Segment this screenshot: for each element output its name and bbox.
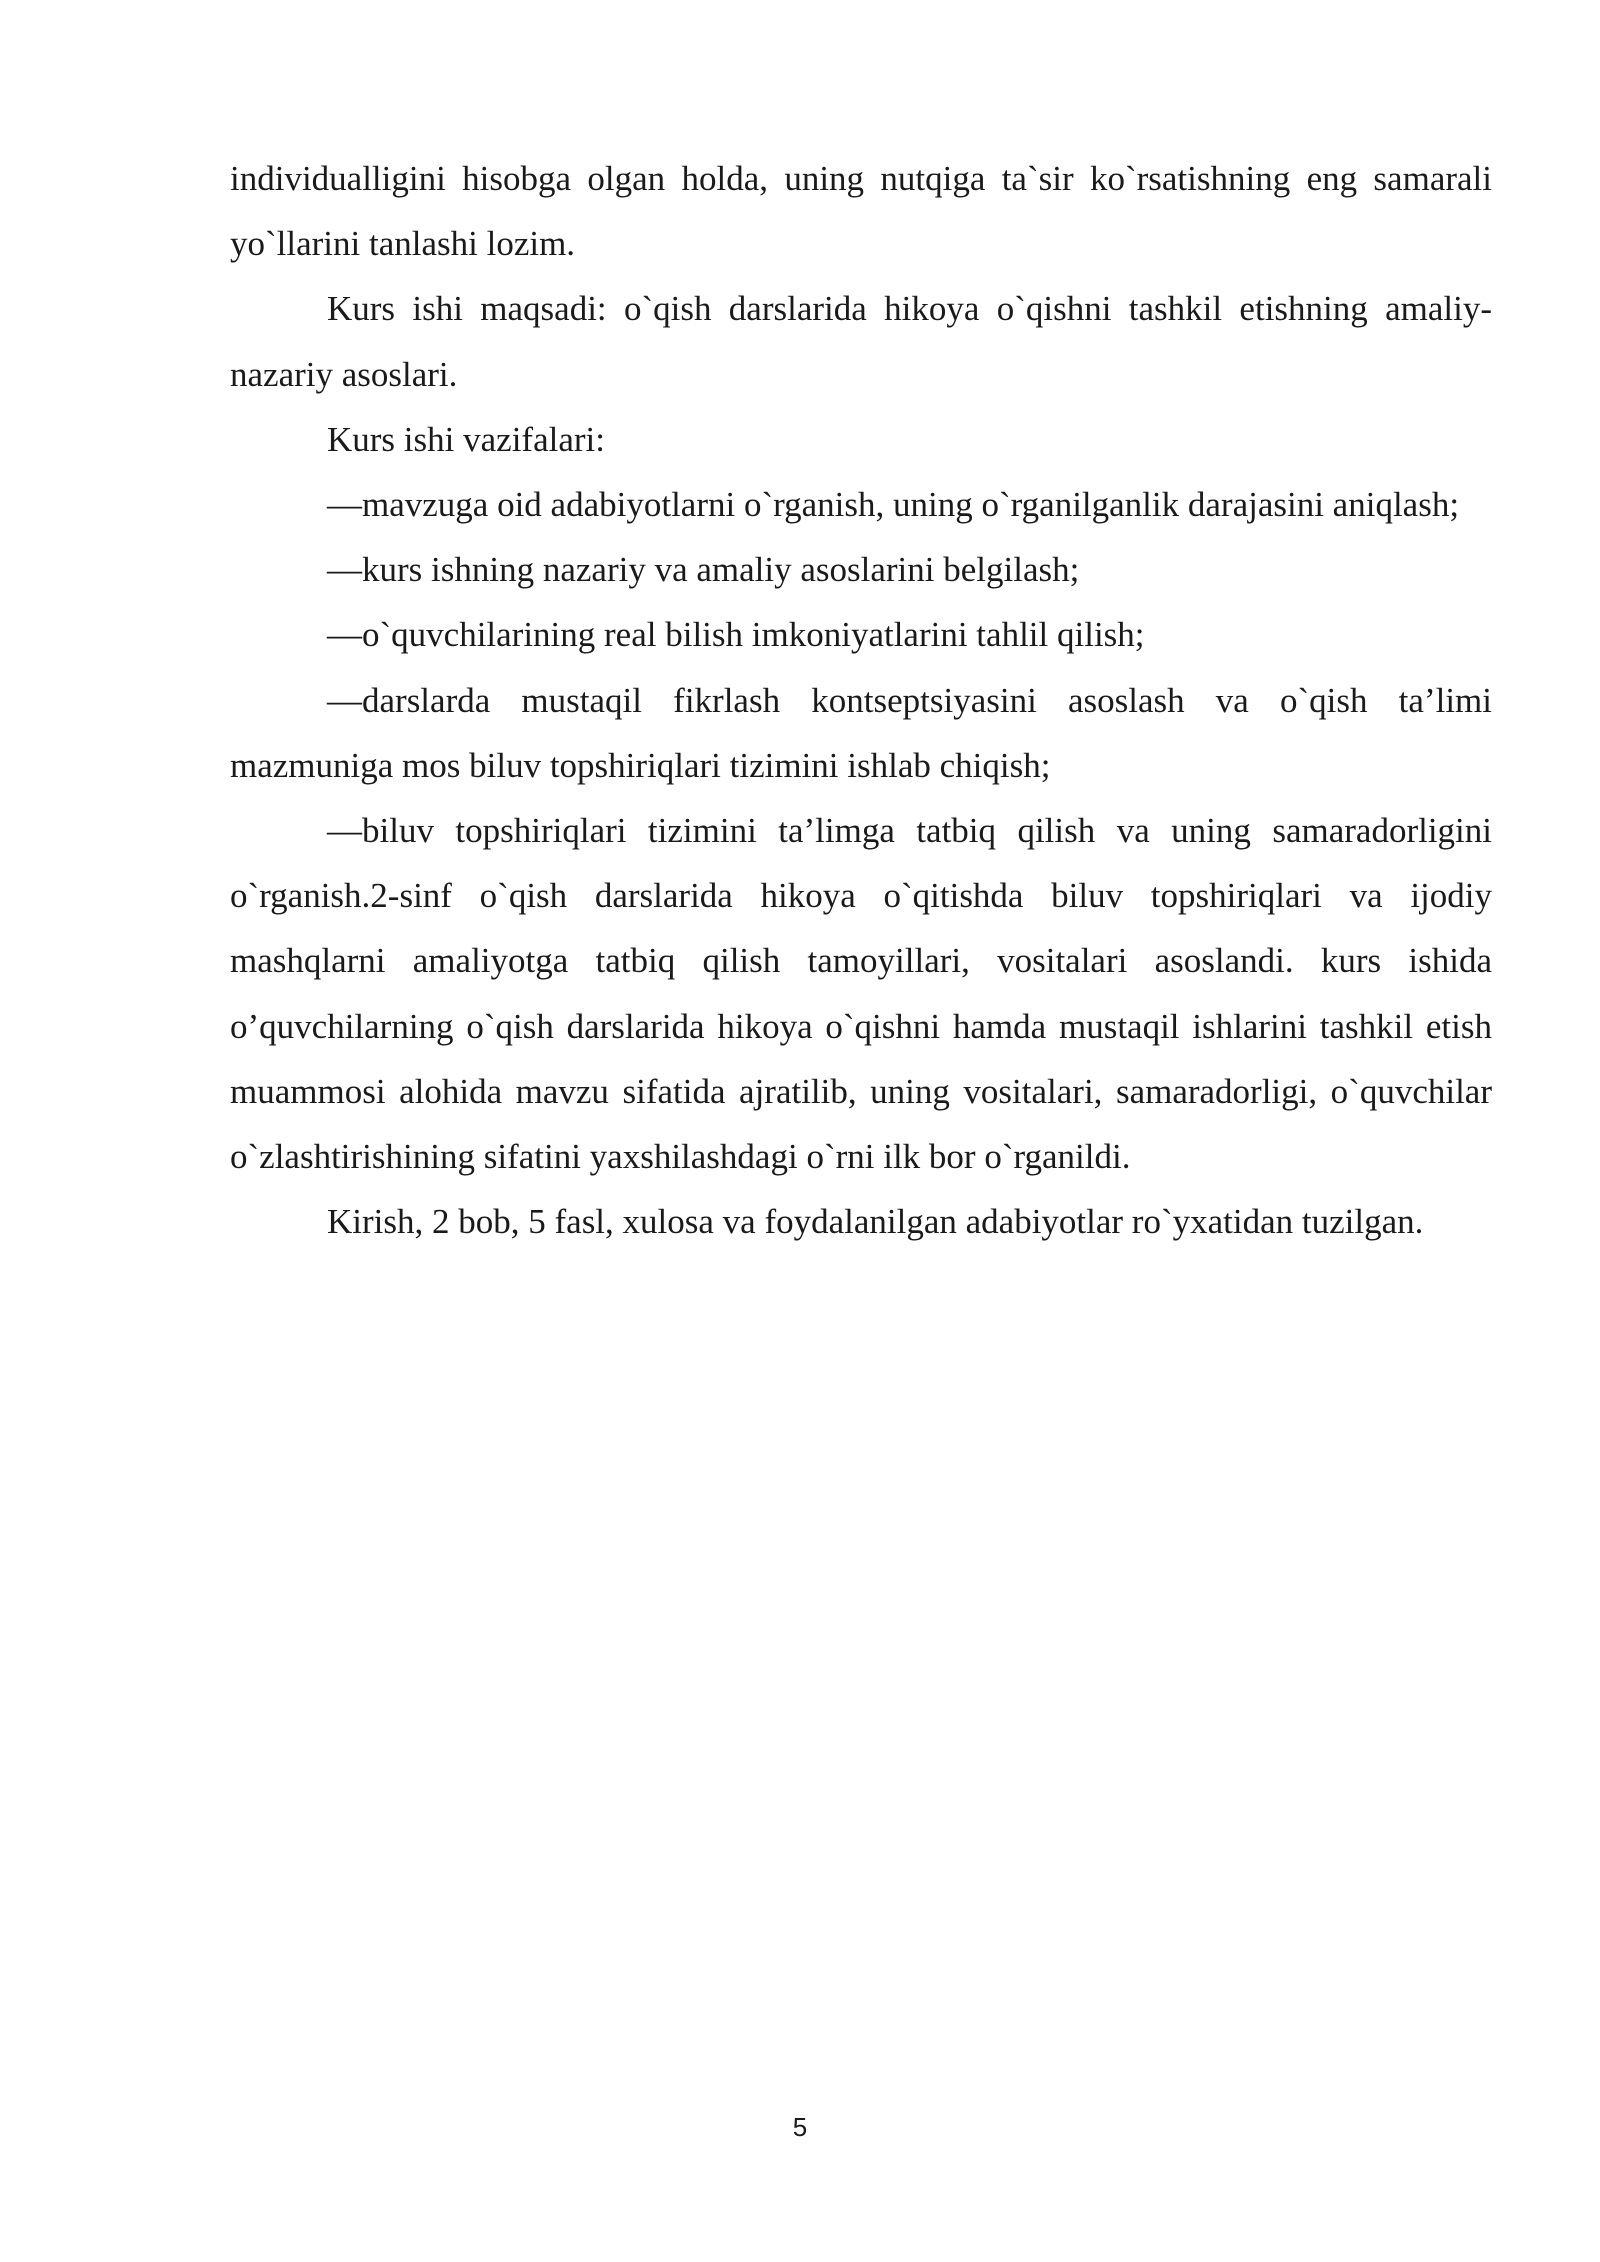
paragraph-structure: Kirish, 2 bob, 5 fasl, xulosa va foydalanilgan adabiyotlar ro`yxatidan tuzilgan. [327,1202,1424,1242]
list-item-task: —o`quvchilarining real bilish imkoniyatlarini tahlil qilish; [327,615,1145,655]
paragraph-continuation: individualligini hisobga olgan holda, uning nutqiga ta`sir ko`rsatishning eng samarali yo`llarini tanlashi lozim. [230,159,1492,264]
paragraph-course-goal: Kurs ishi maqsadi: o`qish darslarida hikoya o`qishni tashkil etishning amaliy-nazariy asoslari. [230,289,1492,394]
list-item-task: —mavzuga oid adabiyotlarni o`rganish, uning o`rganilganlik darajasini aniqlash; [327,485,1460,525]
list-item-task: —darslarda mustaqil fikrlash kontseptsiyasini asoslash va o`qish ta’limi mazmuniga mos biluv topshiriqlari tizimini ishlab chiqish; [230,680,1492,785]
paragraph-tasks-heading: Kurs ishi vazifalari: [327,419,605,459]
page-body [230,146,1492,1254]
list-item-task: —biluv topshiriqlari tizimini ta’limga tatbiq qilish va uning samaradorligini o`rganish.2-sinf o`qish darslarida hikoya o`qitishda biluv topshiriqlari va ijodiy mashqlarni amaliyotga tatbiq qilish tamoyillari, vositalari asoslandi. kurs ishida o’quvchilarning o`qish darslarida hikoya o`qishni hamda mustaqil ishlarini tashkil etish muammosi alohida mavzu sifatida ajratilib, uning vositalari, samaradorligi, o`quvchilar o`zlashtirishining sifatini yaxshilashdagi o`rni ilk bor o`rganildi. [230,811,1492,1177]
page-number: 5 [792,2112,808,2142]
list-item-task: —kurs ishning nazariy va amaliy asoslarini belgilash; [327,550,1080,590]
